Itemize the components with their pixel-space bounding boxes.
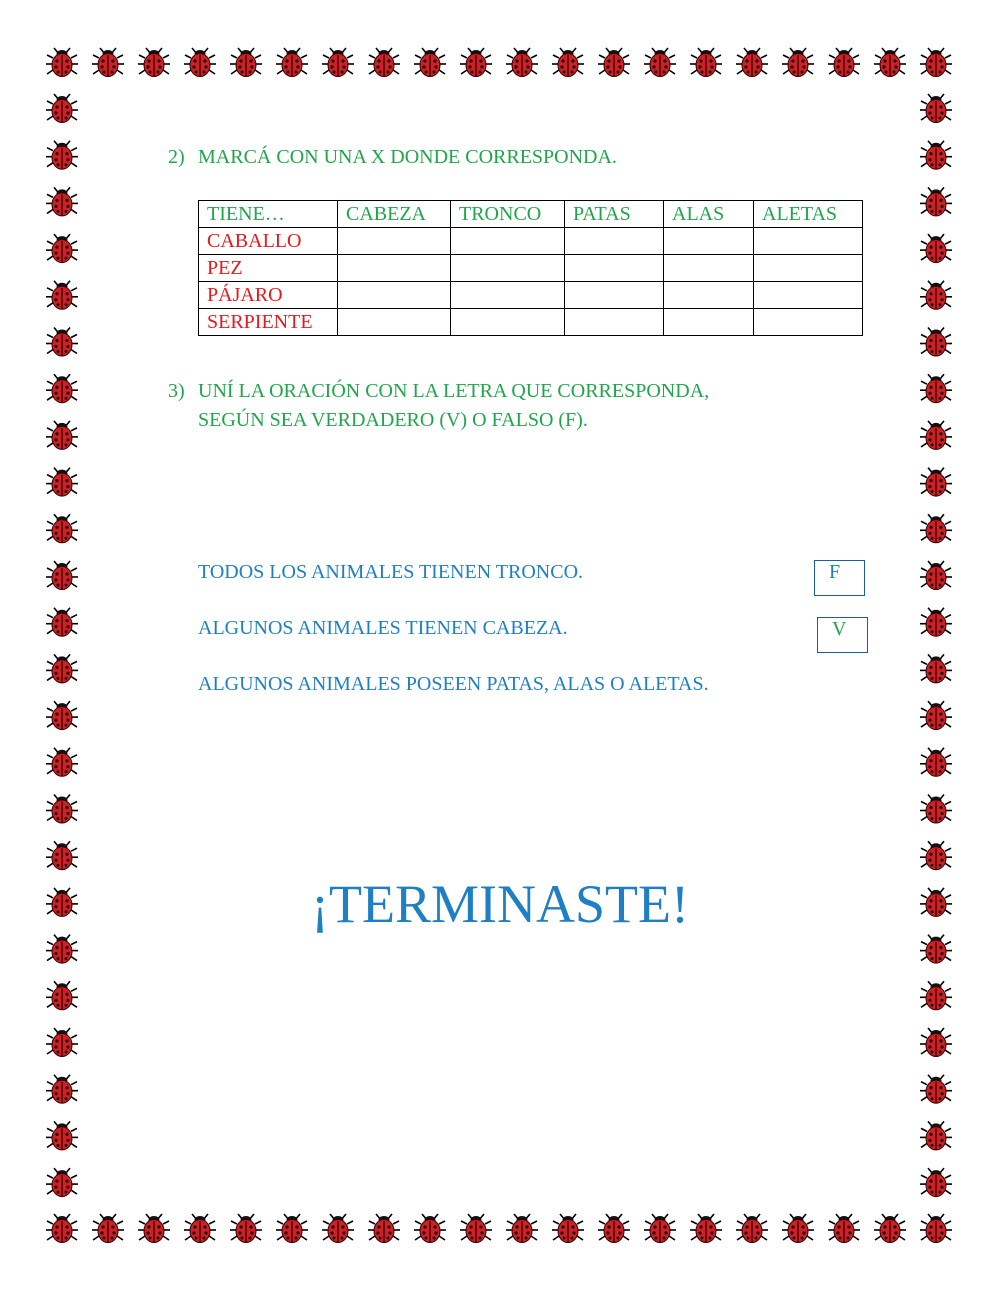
ladybug-icon bbox=[46, 1075, 78, 1104]
statement-2[interactable]: ALGUNOS ANIMALES TIENEN CABEZA. bbox=[198, 617, 568, 639]
question-number: 2) bbox=[168, 146, 185, 168]
ladybug-icon bbox=[920, 421, 952, 450]
ladybug-icon bbox=[920, 281, 952, 310]
ladybug-icon bbox=[46, 374, 78, 403]
ladybug-icon bbox=[138, 1214, 170, 1243]
ladybug-icon bbox=[414, 1214, 446, 1243]
ladybug-icon bbox=[920, 701, 952, 730]
ladybug-icon bbox=[276, 1214, 308, 1243]
ladybug-icon bbox=[230, 1214, 262, 1243]
ladybug-icon bbox=[414, 48, 446, 77]
ladybug-icon bbox=[46, 187, 78, 216]
answer-cell[interactable] bbox=[338, 309, 451, 336]
ladybug-icon bbox=[46, 94, 78, 123]
table-row bbox=[199, 309, 863, 336]
table-row bbox=[199, 282, 863, 309]
answer-cell[interactable] bbox=[338, 255, 451, 282]
ladybug-icon bbox=[46, 1168, 78, 1197]
ladybug-icon bbox=[46, 935, 78, 964]
ladybug-icon bbox=[782, 1214, 814, 1243]
ladybug-icon bbox=[46, 1028, 78, 1057]
ladybug-icon bbox=[184, 48, 216, 77]
answer-cell[interactable] bbox=[664, 309, 754, 336]
ladybug-icon bbox=[184, 1214, 216, 1243]
ladybug-icon bbox=[920, 1028, 952, 1057]
ladybug-icon bbox=[46, 141, 78, 170]
ladybug-icon bbox=[368, 48, 400, 77]
ladybug-icon bbox=[552, 48, 584, 77]
table-row bbox=[199, 228, 863, 255]
ladybug-icon bbox=[506, 48, 538, 77]
ladybug-icon bbox=[276, 48, 308, 77]
ladybug-icon bbox=[920, 935, 952, 964]
ladybug-icon bbox=[920, 1214, 952, 1243]
ladybug-icon bbox=[736, 48, 768, 77]
ladybug-icon bbox=[920, 654, 952, 683]
finished-message: ¡TERMINASTE! bbox=[311, 874, 689, 934]
ladybug-icon bbox=[46, 701, 78, 730]
ladybug-icon bbox=[644, 48, 676, 77]
ladybug-icon bbox=[920, 795, 952, 824]
ladybug-icon bbox=[920, 234, 952, 263]
ladybug-icon bbox=[46, 514, 78, 543]
table-row bbox=[199, 255, 863, 282]
ladybug-icon bbox=[920, 608, 952, 637]
header-cell: CABEZA bbox=[338, 201, 451, 228]
question-text-line-2: SEGÚN SEA VERDADERO (V) O FALSO (F). bbox=[198, 409, 588, 431]
answer-cell[interactable] bbox=[664, 282, 754, 309]
statement-3[interactable]: ALGUNOS ANIMALES POSEEN PATAS, ALAS O ALETAS. bbox=[198, 673, 709, 695]
ladybug-icon bbox=[46, 748, 78, 777]
row-label: CABALLO bbox=[199, 228, 338, 255]
ladybug-icon bbox=[690, 1214, 722, 1243]
ladybug-icon bbox=[46, 1214, 78, 1243]
ladybug-icon bbox=[920, 94, 952, 123]
ladybug-icon bbox=[920, 561, 952, 590]
animal-parts-table bbox=[198, 200, 863, 336]
true-answer-box[interactable]: V bbox=[817, 617, 868, 653]
answer-cell[interactable] bbox=[754, 282, 863, 309]
ladybug-icon bbox=[920, 374, 952, 403]
ladybug-icon bbox=[322, 1214, 354, 1243]
answer-cell[interactable] bbox=[565, 309, 664, 336]
ladybug-icon bbox=[598, 1214, 630, 1243]
statement-1[interactable]: TODOS LOS ANIMALES TIENEN TRONCO. bbox=[198, 561, 584, 583]
ladybug-icon bbox=[92, 1214, 124, 1243]
row-label: PEZ bbox=[199, 255, 338, 282]
answer-cell[interactable] bbox=[451, 282, 565, 309]
ladybug-icon bbox=[920, 48, 952, 77]
answer-cell[interactable] bbox=[754, 228, 863, 255]
ladybug-icon bbox=[92, 48, 124, 77]
ladybug-icon bbox=[920, 514, 952, 543]
header-cell: TRONCO bbox=[451, 201, 565, 228]
answer-cell[interactable] bbox=[338, 282, 451, 309]
question-number: 3) bbox=[168, 380, 185, 402]
ladybug-icon bbox=[46, 468, 78, 497]
ladybug-icon bbox=[46, 1121, 78, 1150]
ladybug-icon bbox=[920, 1121, 952, 1150]
ladybug-icon bbox=[874, 48, 906, 77]
question-text-line-1: UNÍ LA ORACIÓN CON LA LETRA QUE CORRESPONDA, bbox=[198, 380, 710, 402]
ladybug-icon bbox=[920, 328, 952, 357]
ladybug-icon bbox=[828, 48, 860, 77]
ladybug-icon bbox=[920, 187, 952, 216]
false-answer-box[interactable]: F bbox=[814, 560, 865, 596]
answer-cell[interactable] bbox=[451, 228, 565, 255]
ladybug-icon bbox=[506, 1214, 538, 1243]
ladybug-icon bbox=[46, 841, 78, 870]
header-cell: ALETAS bbox=[754, 201, 863, 228]
ladybug-icon bbox=[736, 1214, 768, 1243]
ladybug-icon bbox=[690, 48, 722, 77]
ladybug-icon bbox=[920, 748, 952, 777]
header-cell: ALAS bbox=[664, 201, 754, 228]
ladybug-icon bbox=[920, 841, 952, 870]
ladybug-icon bbox=[920, 141, 952, 170]
answer-cell[interactable] bbox=[451, 309, 565, 336]
header-cell: PATAS bbox=[565, 201, 664, 228]
ladybug-icon bbox=[920, 1075, 952, 1104]
ladybug-icon bbox=[598, 48, 630, 77]
ladybug-icon bbox=[46, 421, 78, 450]
ladybug-icon bbox=[46, 608, 78, 637]
ladybug-icon bbox=[46, 328, 78, 357]
ladybug-icon bbox=[46, 281, 78, 310]
ladybug-icon bbox=[644, 1214, 676, 1243]
ladybug-icon bbox=[920, 981, 952, 1010]
header-cell: TIENE… bbox=[199, 201, 338, 228]
ladybug-icon bbox=[782, 48, 814, 77]
ladybug-icon bbox=[460, 48, 492, 77]
answer-cell[interactable] bbox=[664, 228, 754, 255]
answer-cell[interactable] bbox=[451, 255, 565, 282]
ladybug-icon bbox=[552, 1214, 584, 1243]
ladybug-icon bbox=[138, 48, 170, 77]
answer-cell[interactable] bbox=[754, 255, 863, 282]
row-label: SERPIENTE bbox=[199, 309, 338, 336]
answer-cell[interactable] bbox=[565, 282, 664, 309]
ladybug-icon bbox=[46, 561, 78, 590]
ladybug-icon bbox=[46, 795, 78, 824]
row-label: PÁJARO bbox=[199, 282, 338, 309]
question-text: MARCÁ CON UNA X DONDE CORRESPONDA. bbox=[198, 146, 617, 168]
answer-cell[interactable] bbox=[664, 255, 754, 282]
ladybug-icon bbox=[920, 1168, 952, 1197]
ladybug-icon bbox=[368, 1214, 400, 1243]
ladybug-icon bbox=[920, 468, 952, 497]
ladybug-icon bbox=[828, 1214, 860, 1243]
answer-cell[interactable] bbox=[754, 309, 863, 336]
ladybug-icon bbox=[46, 654, 78, 683]
answer-cell[interactable] bbox=[338, 228, 451, 255]
ladybug-icon bbox=[46, 981, 78, 1010]
ladybug-icon bbox=[46, 234, 78, 263]
ladybug-icon bbox=[46, 48, 78, 77]
ladybug-icon bbox=[874, 1214, 906, 1243]
table-header-row bbox=[199, 201, 863, 228]
answer-cell[interactable] bbox=[565, 255, 664, 282]
ladybug-icon bbox=[460, 1214, 492, 1243]
ladybug-icon bbox=[322, 48, 354, 77]
ladybug-icon bbox=[230, 48, 262, 77]
answer-cell[interactable] bbox=[565, 228, 664, 255]
